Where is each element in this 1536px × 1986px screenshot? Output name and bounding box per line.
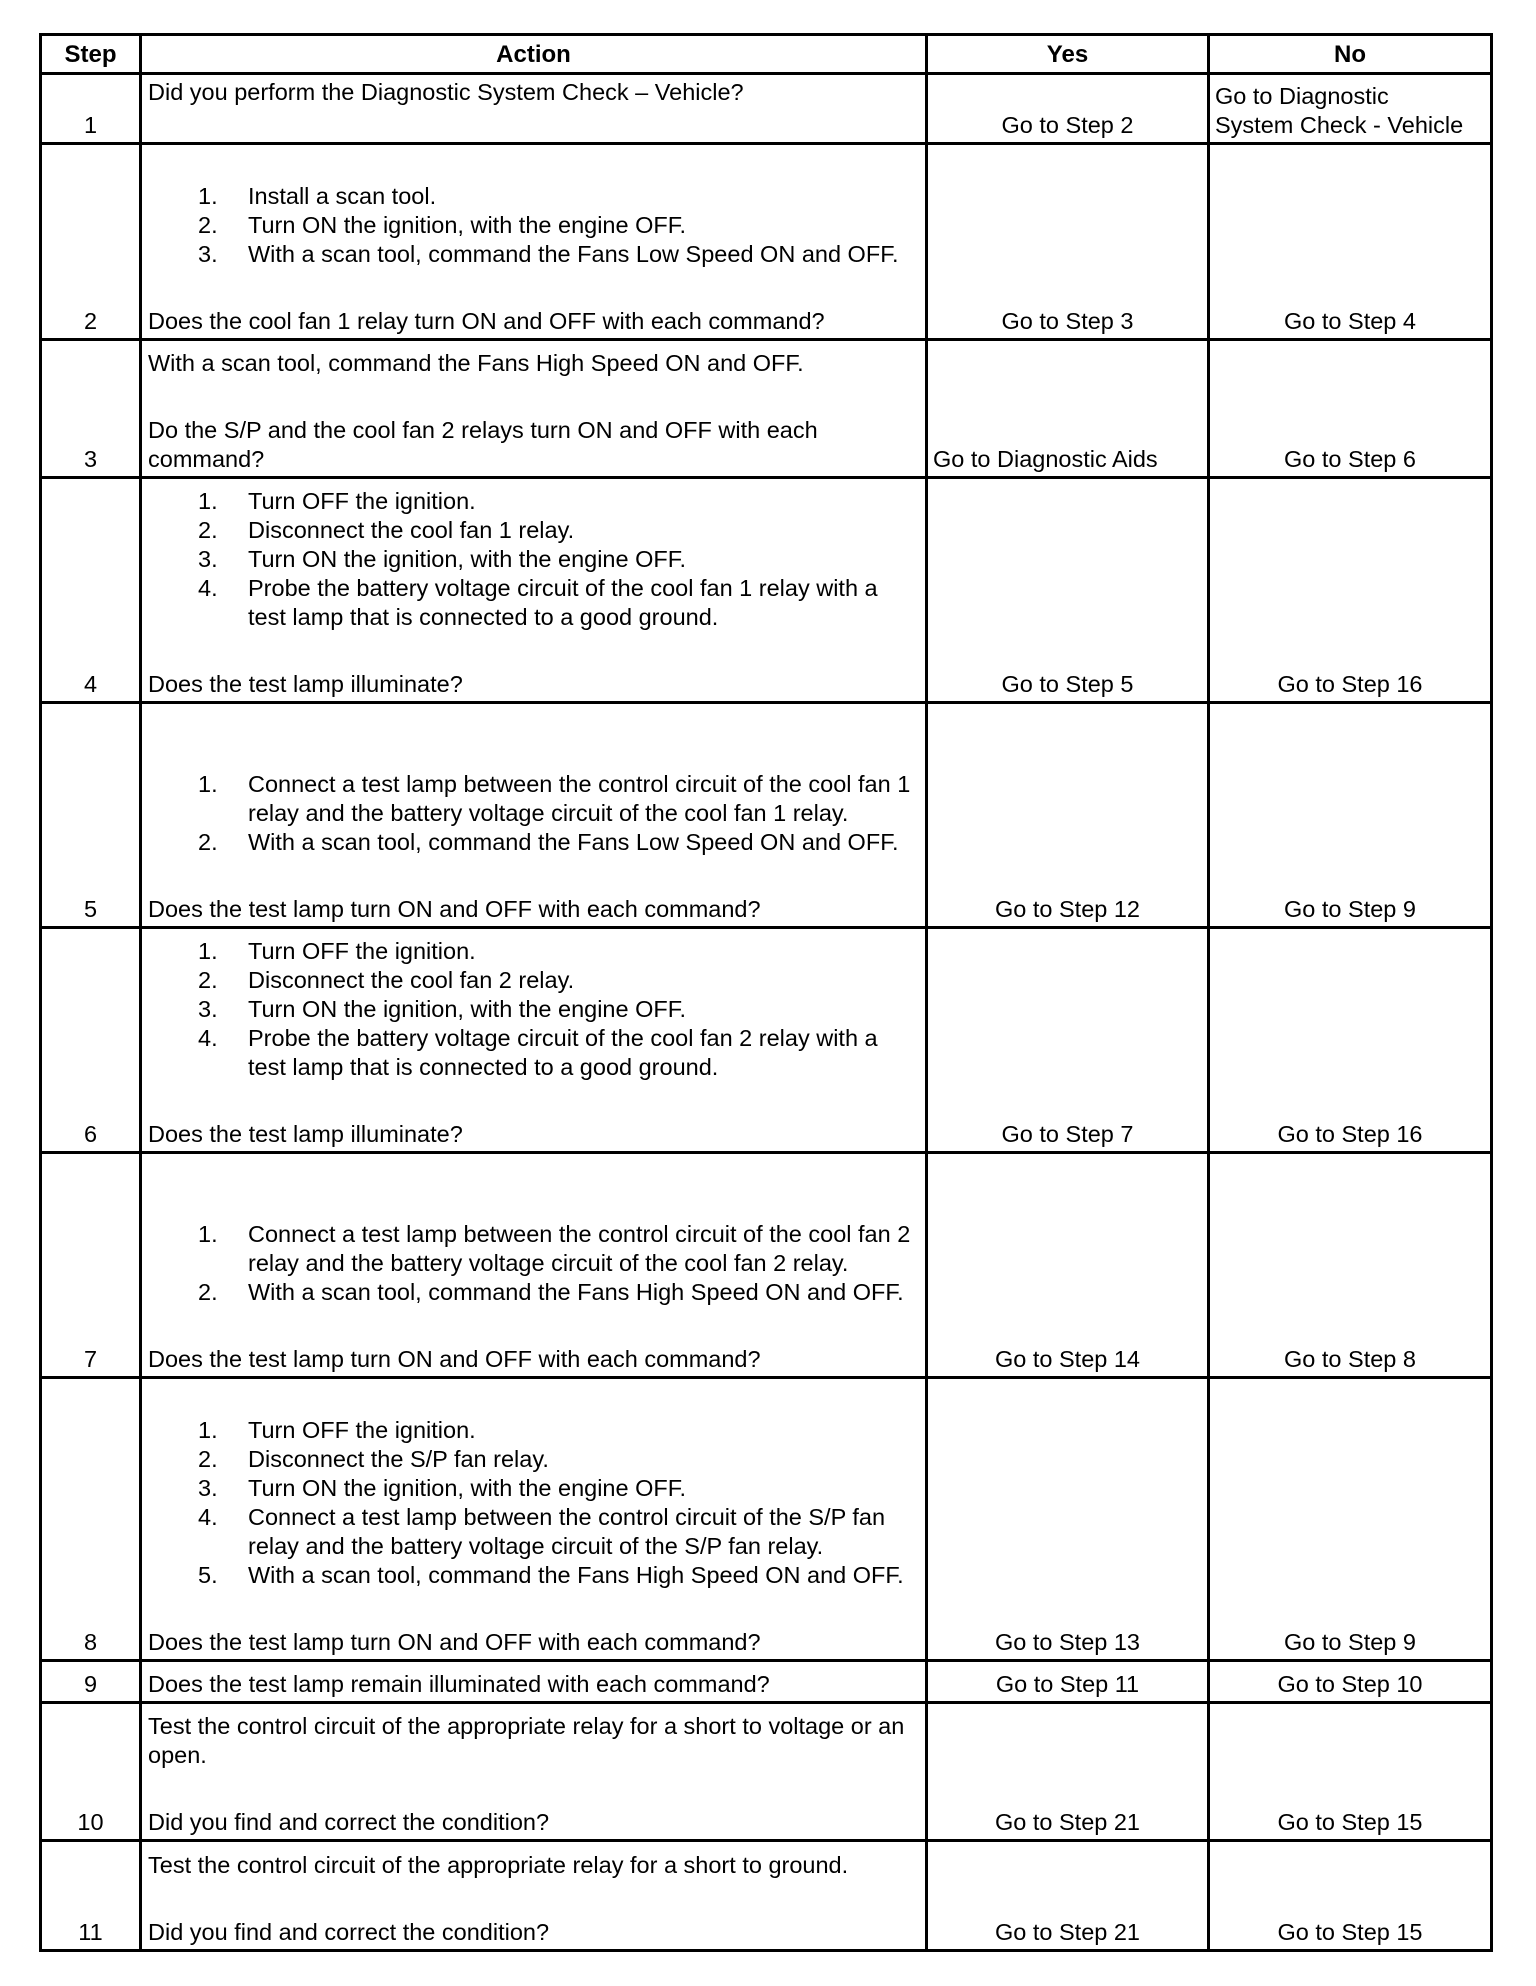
no-cell: Go to Step 9 [1209, 1378, 1492, 1661]
table-row [41, 703, 1492, 928]
list-item: 2. Disconnect the S/P fan relay. [198, 1446, 549, 1472]
action-cell [141, 144, 927, 340]
yes-cell: Go to Step 13 [927, 1378, 1209, 1661]
header-row [41, 35, 1492, 74]
no-cell: Go to Step 15 [1209, 1841, 1492, 1951]
action-cell [141, 1661, 927, 1703]
table-row [41, 928, 1492, 1153]
action-steps-list [148, 1416, 919, 1590]
action-cell [141, 1703, 927, 1841]
yes-cell: Go to Step 12 [927, 703, 1209, 928]
action-steps-list [148, 1220, 919, 1307]
yes-cell: Go to Step 21 [927, 1703, 1209, 1841]
yes-cell: Go to Step 11 [927, 1661, 1209, 1703]
action-steps-list [148, 182, 919, 269]
action-question: Did you find and correct the condition? [148, 1809, 550, 1835]
header-no: No [1209, 35, 1492, 74]
yes-cell: Go to Step 7 [927, 928, 1209, 1153]
table-row [41, 1378, 1492, 1661]
action-question: Do the S/P and the cool fan 2 relays turn ON and OFF with each command? [148, 417, 818, 472]
table-row [41, 1703, 1492, 1841]
action-steps-list [148, 937, 919, 1082]
list-item: 2. Disconnect the cool fan 2 relay. [198, 967, 575, 993]
action-question: Does the test lamp illuminate? [148, 671, 463, 697]
no-cell: Go to Step 16 [1209, 928, 1492, 1153]
yes-cell: Go to Step 5 [927, 478, 1209, 703]
diagnostic-table [39, 33, 1493, 1952]
step-number: 3 [41, 340, 141, 478]
action-steps-list [148, 487, 919, 632]
list-item: 3. Turn ON the ignition, with the engine OFF. [198, 996, 687, 1022]
table-row [41, 1153, 1492, 1378]
step-number: 2 [41, 144, 141, 340]
no-cell: Go to Step 8 [1209, 1153, 1492, 1378]
action-steps-list [148, 770, 919, 857]
yes-cell: Go to Diagnostic Aids [927, 340, 1209, 478]
table-row [41, 144, 1492, 340]
action-cell [141, 1153, 927, 1378]
list-item: 4. Probe the battery voltage circuit of the cool fan 2 relay with a test lamp that is connected to a good ground. [198, 1025, 878, 1080]
no-cell: Go to Step 6 [1209, 340, 1492, 478]
no-cell: Go to Step 9 [1209, 703, 1492, 928]
step-number: 11 [41, 1841, 141, 1951]
action-intro: Test the control circuit of the appropriate relay for a short to voltage or an open. [148, 1713, 905, 1768]
list-item: 1. Connect a test lamp between the control circuit of the cool fan 1 relay and the battery voltage circuit of the cool fan 1 relay. [198, 771, 911, 826]
yes-cell: Go to Step 3 [927, 144, 1209, 340]
list-item: 3. Turn ON the ignition, with the engine OFF. [198, 546, 687, 572]
action-cell [141, 74, 927, 144]
action-cell [141, 928, 927, 1153]
list-item: 2. Disconnect the cool fan 1 relay. [198, 517, 575, 543]
step-number: 10 [41, 1703, 141, 1841]
list-item: 3. With a scan tool, command the Fans Low Speed ON and OFF. [198, 241, 899, 267]
step-number: 7 [41, 1153, 141, 1378]
table-row [41, 478, 1492, 703]
step-number: 4 [41, 478, 141, 703]
list-item: 1. Turn OFF the ignition. [198, 488, 476, 514]
no-cell: Go to Step 16 [1209, 478, 1492, 703]
step-number: 5 [41, 703, 141, 928]
yes-cell: Go to Step 21 [927, 1841, 1209, 1951]
table-row [41, 1841, 1492, 1951]
list-item: 2. With a scan tool, command the Fans High Speed ON and OFF. [198, 1279, 904, 1305]
table-row [41, 1661, 1492, 1703]
no-cell: Go to Step 4 [1209, 144, 1492, 340]
header-action: Action [141, 35, 927, 74]
action-question: Does the cool fan 1 relay turn ON and OFF with each command? [148, 308, 825, 334]
action-cell [141, 1378, 927, 1661]
step-number: 9 [41, 1661, 141, 1703]
action-intro: Test the control circuit of the appropriate relay for a short to ground. [148, 1852, 849, 1878]
action-question: Does the test lamp remain illuminated with each command? [148, 1671, 770, 1697]
step-number: 6 [41, 928, 141, 1153]
action-cell [141, 703, 927, 928]
action-question: Does the test lamp turn ON and OFF with each command? [148, 1346, 761, 1372]
list-item: 1. Turn OFF the ignition. [198, 938, 476, 964]
action-question: Does the test lamp turn ON and OFF with each command? [148, 896, 761, 922]
yes-cell: Go to Step 14 [927, 1153, 1209, 1378]
action-cell [141, 1841, 927, 1951]
action-question: Does the test lamp illuminate? [148, 1121, 463, 1147]
action-intro: With a scan tool, command the Fans High Speed ON and OFF. [148, 350, 804, 376]
list-item: 1. Install a scan tool. [198, 183, 437, 209]
header-step: Step [41, 35, 141, 74]
list-item: 5. With a scan tool, command the Fans High Speed ON and OFF. [198, 1562, 904, 1588]
no-cell: Go to Step 15 [1209, 1703, 1492, 1841]
no-line-1: Go to Diagnostic [1215, 83, 1389, 109]
action-question: Does the test lamp turn ON and OFF with each command? [148, 1629, 761, 1655]
no-line-2: System Check - Vehicle [1215, 112, 1464, 138]
action-cell [141, 340, 927, 478]
list-item: 4. Connect a test lamp between the control circuit of the S/P fan relay and the battery voltage circuit of the S/P fan relay. [198, 1504, 886, 1559]
no-cell [1209, 74, 1492, 144]
header-yes: Yes [927, 35, 1209, 74]
list-item: 1. Turn OFF the ignition. [198, 1417, 476, 1443]
action-question: Did you perform the Diagnostic System Check – Vehicle? [148, 79, 744, 105]
list-item: 1. Connect a test lamp between the control circuit of the cool fan 2 relay and the battery voltage circuit of the cool fan 2 relay. [198, 1221, 911, 1276]
table-row [41, 74, 1492, 144]
list-item: 2. Turn ON the ignition, with the engine OFF. [198, 212, 687, 238]
yes-cell: Go to Step 2 [927, 74, 1209, 144]
action-question: Did you find and correct the condition? [148, 1919, 550, 1945]
list-item: 2. With a scan tool, command the Fans Low Speed ON and OFF. [198, 829, 899, 855]
no-cell: Go to Step 10 [1209, 1661, 1492, 1703]
table-row [41, 340, 1492, 478]
list-item: 3. Turn ON the ignition, with the engine OFF. [198, 1475, 687, 1501]
list-item: 4. Probe the battery voltage circuit of the cool fan 1 relay with a test lamp that is connected to a good ground. [198, 575, 878, 630]
step-number: 8 [41, 1378, 141, 1661]
action-cell [141, 478, 927, 703]
step-number: 1 [41, 74, 141, 144]
